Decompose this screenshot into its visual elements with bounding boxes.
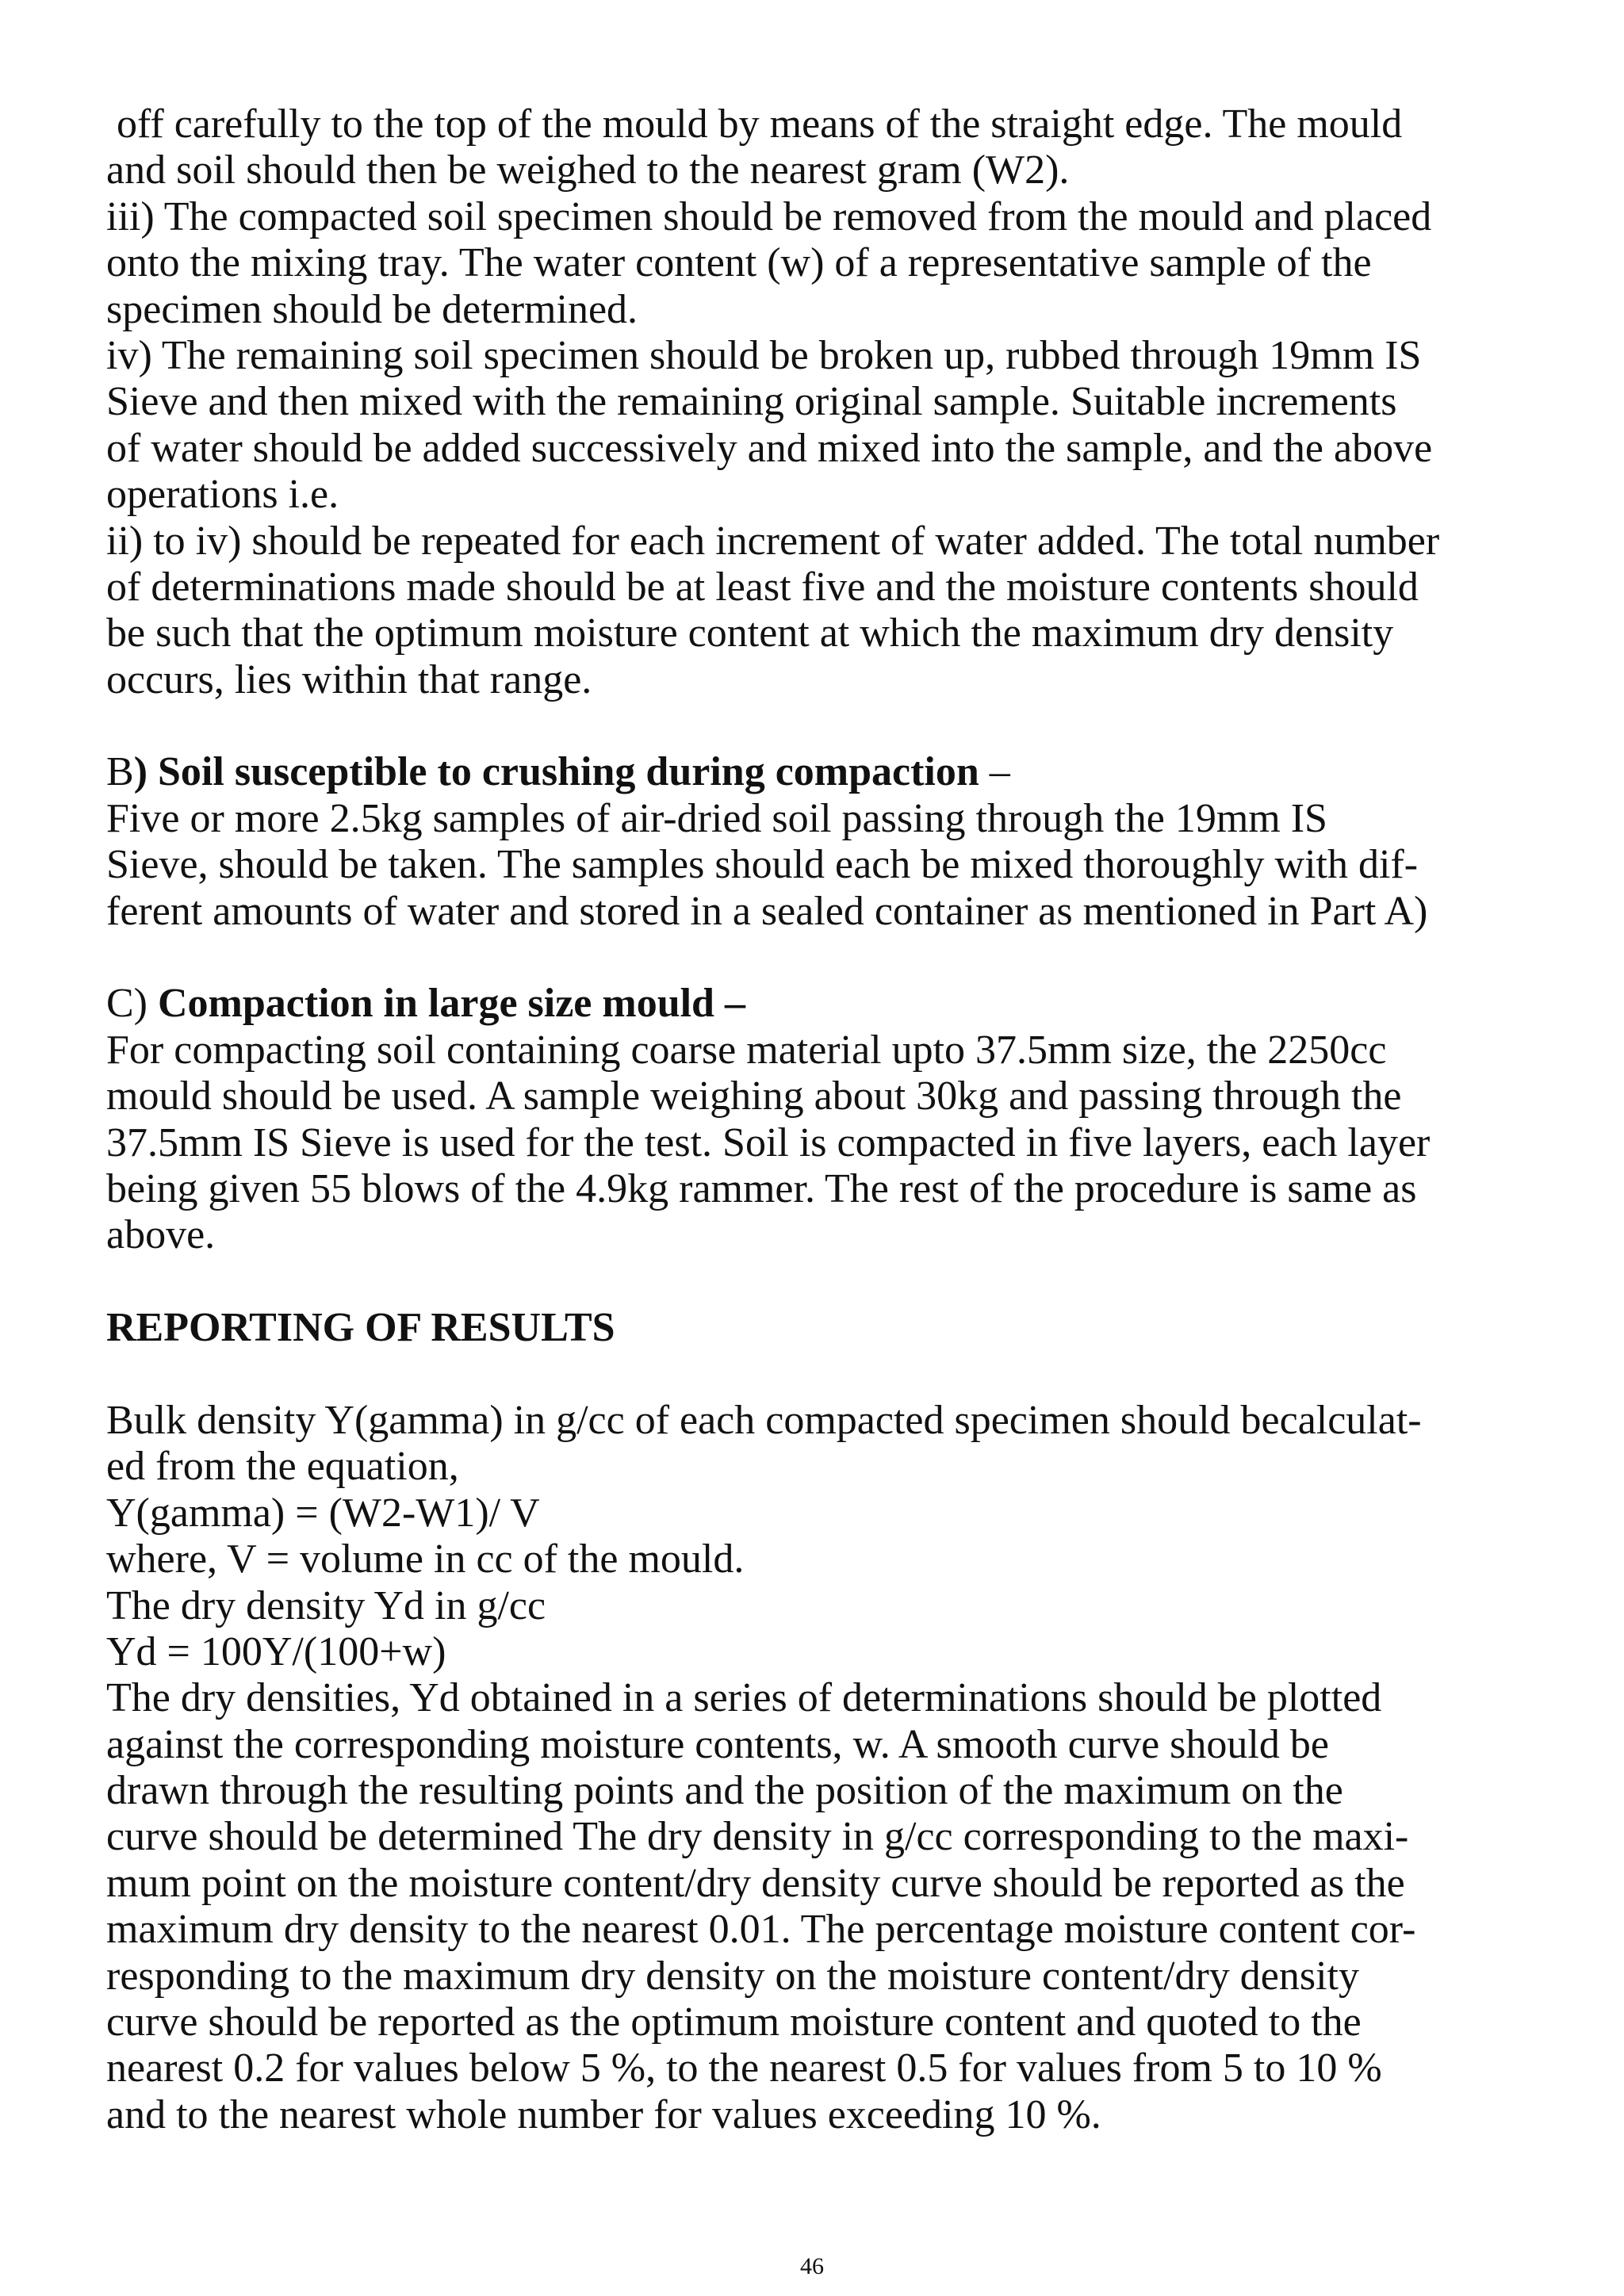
equation-dry-density: Yd = 100Y/(100+w)	[106, 1628, 446, 1674]
text-line: onto the mixing tray. The water content (w) of a representative sample of the	[106, 240, 1372, 286]
results-paragraph	[106, 1398, 1534, 2138]
paragraph-gap	[106, 935, 1534, 981]
text-line: Sieve, should be taken. The samples should each be mixed thoroughly with dif-	[106, 842, 1419, 888]
results-heading: REPORTING OF RESULTS	[106, 1305, 615, 1351]
equation-bulk-density: Y(gamma) = (W2-W1)/ V	[106, 1490, 540, 1536]
section-c	[106, 981, 1534, 1258]
text-line: of water should be added successively and mixed into the sample, and the above	[106, 425, 1433, 471]
text-line: maximum dry density to the nearest 0.01. The percentage moisture content cor-	[106, 1907, 1416, 1953]
text-line: of determinations made should be at least five and the moisture contents should	[106, 564, 1419, 610]
text-line: where, V = volume in cc of the mould.	[106, 1536, 745, 1582]
paragraph-gap	[106, 703, 1534, 749]
text-line: iii) The compacted soil specimen should be removed from the mould and placed	[106, 193, 1432, 239]
section-b-suffix: –	[979, 749, 1010, 795]
text-line: The dry density Yd in g/cc	[106, 1582, 546, 1628]
paragraph-gap	[106, 1259, 1534, 1305]
text-line: responding to the maximum dry density on the moisture content/dry density	[106, 1953, 1359, 1999]
text-line: 37.5mm IS Sieve is used for the test. Soil is compacted in five layers, each layer	[106, 1119, 1431, 1165]
text-line: occurs, lies within that range.	[106, 656, 592, 702]
text-line: mould should be used. A sample weighing about 30kg and passing through the	[106, 1073, 1402, 1119]
text-line: against the corresponding moisture contents, w. A smooth curve should be	[106, 1721, 1329, 1767]
section-b	[106, 749, 1534, 935]
text-line: curve should be reported as the optimum moisture content and quoted to the	[106, 1999, 1362, 2045]
text-line: off carefully to the top of the mould by means of the straight edge. The mould	[106, 101, 1403, 147]
text-line: operations i.e.	[106, 472, 339, 518]
text-line: Five or more 2.5kg samples of air-dried soil passing through the 19mm IS	[106, 795, 1327, 841]
text-line: Sieve and then mixed with the remaining original sample. Suitable increments	[106, 379, 1397, 425]
section-b-title: ) Soil susceptible to crushing during compaction	[133, 749, 979, 795]
text-line: specimen should be determined.	[106, 286, 638, 332]
text-line: mum point on the moisture content/dry density curve should be reported as the	[106, 1860, 1405, 1906]
text-line: and to the nearest whole number for values exceeding 10 %.	[106, 2091, 1101, 2137]
text-line: ii) to iv) should be repeated for each increment of water added. The total number	[106, 518, 1440, 564]
section-b-prefix: B	[106, 749, 134, 795]
text-line: ed from the equation,	[106, 1444, 459, 1490]
text-line: above.	[106, 1212, 216, 1258]
text-line: curve should be determined The dry density in g/cc corresponding to the maxi-	[106, 1814, 1409, 1860]
text-line: For compacting soil containing coarse material upto 37.5mm size, the 2250cc	[106, 1027, 1387, 1073]
text-line: ferent amounts of water and stored in a sealed container as mentioned in Part A)	[106, 888, 1428, 934]
document-body	[106, 101, 1534, 2138]
text-line: nearest 0.2 for values below 5 %, to the nearest 0.5 for values from 5 to 10 %	[106, 2045, 1382, 2091]
section-c-heading	[106, 981, 1534, 1027]
text-line: be such that the optimum moisture content at which the maximum dry density	[106, 610, 1394, 656]
paragraph-gap	[106, 1352, 1534, 1398]
section-b-heading	[106, 749, 1534, 795]
section-c-title: Compaction in large size mould –	[158, 981, 745, 1027]
page-number: 46	[800, 2253, 824, 2279]
section-c-prefix: C)	[106, 981, 158, 1027]
text-line: Bulk density Y(gamma) in g/cc of each compacted specimen should becalculat-	[106, 1397, 1422, 1443]
text-line: iv) The remaining soil specimen should be broken up, rubbed through 19mm IS	[106, 332, 1422, 378]
text-line: being given 55 blows of the 4.9kg rammer. The rest of the procedure is same as	[106, 1165, 1417, 1211]
text-line: and soil should then be weighed to the nearest gram (W2).	[106, 147, 1070, 193]
text-line: The dry densities, Yd obtained in a series of determinations should be plotted	[106, 1675, 1382, 1721]
paragraph-procedure-continued	[106, 101, 1534, 703]
text-line: drawn through the resulting points and the position of the maximum on the	[106, 1768, 1343, 1814]
